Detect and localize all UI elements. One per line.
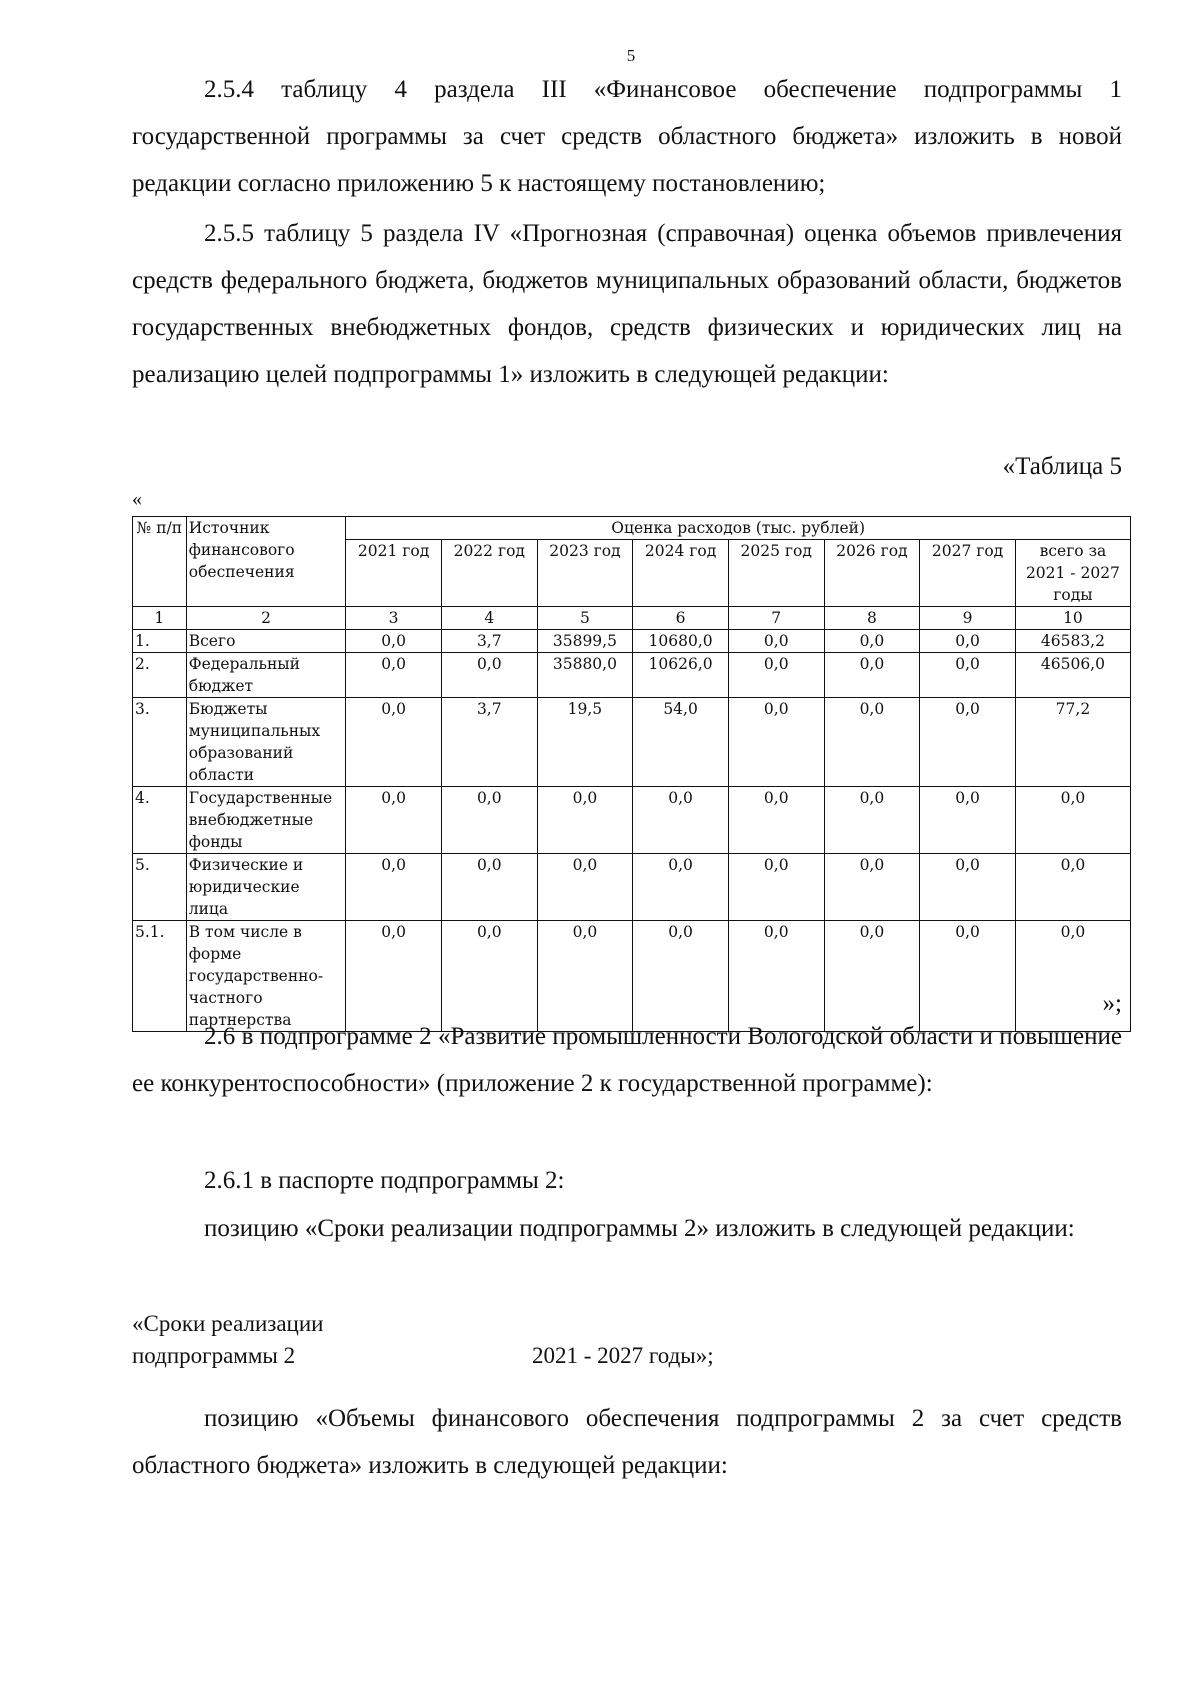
- row-index: 2.: [133, 653, 187, 698]
- timing-value: 2021 - 2027 годы»;: [532, 1343, 714, 1368]
- row-value: 0,0: [1015, 921, 1130, 1032]
- row-value: 3,7: [441, 630, 537, 653]
- header-year: 2022 год: [441, 540, 537, 607]
- column-number: 9: [920, 607, 1016, 630]
- header-number: № п/п: [133, 517, 187, 607]
- paragraph-2-5-4: 2.5.4 таблицу 4 раздела III «Финансовое обеспечение подпрограммы 1 государственной программы за счет средств областного бюджета» изложить в новой редакции согласно приложению 5 к настоящему постановлению;: [132, 76, 1122, 197]
- row-value: 0,0: [920, 854, 1016, 921]
- row-value: 0,0: [346, 653, 442, 698]
- row-value: 0,0: [441, 921, 537, 1032]
- row-value: 0,0: [441, 787, 537, 854]
- row-index: 4.: [133, 787, 187, 854]
- row-value: 0,0: [346, 787, 442, 854]
- row-value: 0,0: [441, 653, 537, 698]
- row-value: 0,0: [537, 787, 633, 854]
- row-source: Бюджеты муниципальных образований области: [186, 698, 346, 787]
- row-value: 0,0: [824, 698, 920, 787]
- header-year: 2027 год: [920, 540, 1016, 607]
- row-value: 0,0: [728, 630, 824, 653]
- row-value: 35880,0: [537, 653, 633, 698]
- paragraph-timing-position: позицию «Сроки реализации подпрограммы 2» изложить в следующей редакции:: [204, 1215, 1075, 1242]
- page-number: 5: [626, 46, 636, 65]
- row-index: 5.: [133, 854, 187, 921]
- row-value: 0,0: [728, 653, 824, 698]
- row-value: 0,0: [537, 854, 633, 921]
- row-value: 0,0: [346, 630, 442, 653]
- row-value: 0,0: [728, 921, 824, 1032]
- header-year: 2025 год: [728, 540, 824, 607]
- row-source: Федеральный бюджет: [186, 653, 346, 698]
- row-value: 0,0: [346, 921, 442, 1032]
- table-body: [133, 607, 1131, 1032]
- row-value: 0,0: [920, 921, 1016, 1032]
- table-caption: «Таблица 5: [1002, 453, 1122, 480]
- row-value: 19,5: [537, 698, 633, 787]
- row-value: 0,0: [920, 787, 1016, 854]
- row-value: 0,0: [728, 698, 824, 787]
- paragraph-2-6-1: 2.6.1 в паспорте подпрограммы 2:: [204, 1167, 565, 1194]
- column-number: 5: [537, 607, 633, 630]
- row-value: 0,0: [824, 787, 920, 854]
- paragraph-2-6: 2.6 в подпрограмме 2 «Развитие промышленности Вологодской области и повышение ее конкурентоспособности» (приложение 2 к государственной программе):: [132, 1023, 1122, 1097]
- column-number: 3: [346, 607, 442, 630]
- row-value: 46506,0: [1015, 653, 1130, 698]
- column-number: 1: [133, 607, 187, 630]
- row-value: 0,0: [537, 921, 633, 1032]
- row-value: 77,2: [1015, 698, 1130, 787]
- row-index: 5.1.: [133, 921, 187, 1032]
- column-number: 8: [824, 607, 920, 630]
- table-row: [133, 698, 1131, 787]
- financing-table: [132, 516, 1131, 1032]
- row-value: 0,0: [728, 787, 824, 854]
- column-number: 2: [186, 607, 346, 630]
- column-number: 10: [1015, 607, 1130, 630]
- table-row: [133, 787, 1131, 854]
- header-year: 2024 год: [633, 540, 729, 607]
- row-value: 0,0: [633, 787, 729, 854]
- row-value: 10626,0: [633, 653, 729, 698]
- header-year: 2023 год: [537, 540, 633, 607]
- timing-label-line1: «Сроки реализации: [132, 1311, 324, 1336]
- header-year: 2026 год: [824, 540, 920, 607]
- paragraph-funding-position: позицию «Объемы финансового обеспечения подпрограммы 2 за счет средств областного бюджета» изложить в следующей редакции:: [132, 1405, 1122, 1479]
- row-value: 54,0: [633, 698, 729, 787]
- row-value: 0,0: [920, 630, 1016, 653]
- header-source: Источник финансового обеспечения: [186, 517, 346, 607]
- column-numbers-row: [133, 607, 1131, 630]
- row-source: Всего: [186, 630, 346, 653]
- row-value: 35899,5: [537, 630, 633, 653]
- row-value: 0,0: [920, 698, 1016, 787]
- row-value: 46583,2: [1015, 630, 1130, 653]
- row-value: 0,0: [1015, 854, 1130, 921]
- row-source: Государственные внебюджетные фонды: [186, 787, 346, 854]
- timing-block: [132, 1308, 1122, 1372]
- row-value: 0,0: [633, 921, 729, 1032]
- row-value: 0,0: [824, 854, 920, 921]
- header-year: всего за 2021 - 2027 годы: [1015, 540, 1130, 607]
- row-value: 3,7: [441, 698, 537, 787]
- row-source: В том числе в форме государственно-частного партнерства: [186, 921, 346, 1032]
- header-year: 2021 год: [346, 540, 442, 607]
- quote-open: «: [132, 488, 142, 510]
- row-value: 0,0: [824, 630, 920, 653]
- row-value: 0,0: [633, 854, 729, 921]
- row-index: 1.: [133, 630, 187, 653]
- row-value: 0,0: [441, 854, 537, 921]
- row-value: 0,0: [346, 854, 442, 921]
- column-number: 4: [441, 607, 537, 630]
- quote-close: »;: [1102, 990, 1122, 1017]
- row-value: 0,0: [824, 921, 920, 1032]
- column-number: 7: [728, 607, 824, 630]
- row-value: 0,0: [1015, 787, 1130, 854]
- timing-label-line2: подпрограммы 2: [132, 1343, 296, 1368]
- row-value: 0,0: [920, 653, 1016, 698]
- column-number: 6: [633, 607, 729, 630]
- row-value: 0,0: [728, 854, 824, 921]
- row-value: 10680,0: [633, 630, 729, 653]
- table-row: [133, 854, 1131, 921]
- table-row: [133, 630, 1131, 653]
- row-index: 3.: [133, 698, 187, 787]
- row-source: Физические и юридические лица: [186, 854, 346, 921]
- row-value: 0,0: [346, 698, 442, 787]
- paragraph-2-5-5: 2.5.5 таблицу 5 раздела IV «Прогнозная (справочная) оценка объемов привлечения средств федерального бюджета, бюджетов муниципальных образований области, бюджетов государственных внебюджетных фондов, средств физических и юридических лиц на реализацию целей подпрограммы 1» изложить в следующей редакции:: [132, 220, 1122, 388]
- row-value: 0,0: [824, 653, 920, 698]
- table-row: [133, 653, 1131, 698]
- header-expenses-group: Оценка расходов (тыс. рублей): [346, 517, 1131, 540]
